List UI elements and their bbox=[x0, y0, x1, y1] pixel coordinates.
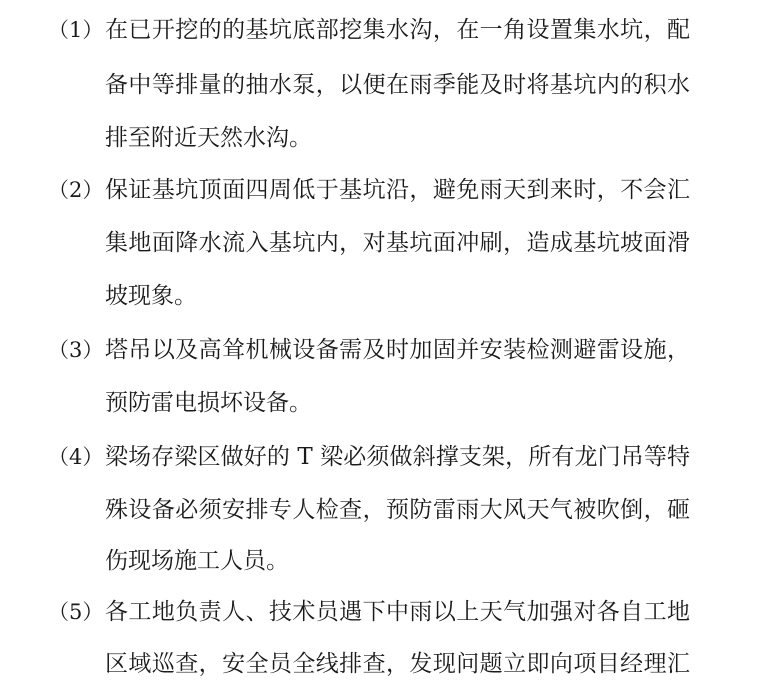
text-line: 梁场存梁区做好的 T 梁必须做斜撑支架，所有龙门吊等特 bbox=[105, 444, 690, 470]
text-line: 集地面降水流入基坑内，对基坑面冲刷，造成基坑坡面滑 bbox=[105, 230, 690, 256]
text-line: 备中等排量的抽水泵，以便在雨季能及时将基坑内的积水 bbox=[105, 72, 690, 98]
text-line: 塔吊以及高耸机械设备需及时加固并安装检测避雷设施， bbox=[105, 337, 690, 363]
item-number: （5） bbox=[48, 600, 104, 624]
text-line: 区域巡查，安全员全线排查，发现问题立即向项目经理汇 bbox=[105, 651, 690, 677]
item-number: （4） bbox=[48, 445, 104, 469]
text-line: 殊设备必须安排专人检查，预防雷雨大风天气被吹倒，砸 bbox=[105, 497, 690, 523]
text-line: 各工地负责人、技术员遇下中雨以上天气加强对各自工地 bbox=[105, 599, 690, 625]
text-line: 在已开挖的的基坑底部挖集水沟，在一角设置集水坑，配 bbox=[105, 17, 690, 43]
item-number: （2） bbox=[48, 178, 104, 202]
item-number: （3） bbox=[48, 338, 104, 362]
text-line: 排至附近天然水沟。 bbox=[105, 125, 312, 151]
text-line: 预防雷电损坏设备。 bbox=[105, 390, 312, 416]
text-line: 保证基坑顶面四周低于基坑沿，避免雨天到来时，不会汇 bbox=[105, 177, 690, 203]
text-line: 坡现象。 bbox=[105, 283, 197, 309]
item-number: （1） bbox=[48, 18, 104, 42]
text-line: 伤现场施工人员。 bbox=[105, 548, 289, 574]
